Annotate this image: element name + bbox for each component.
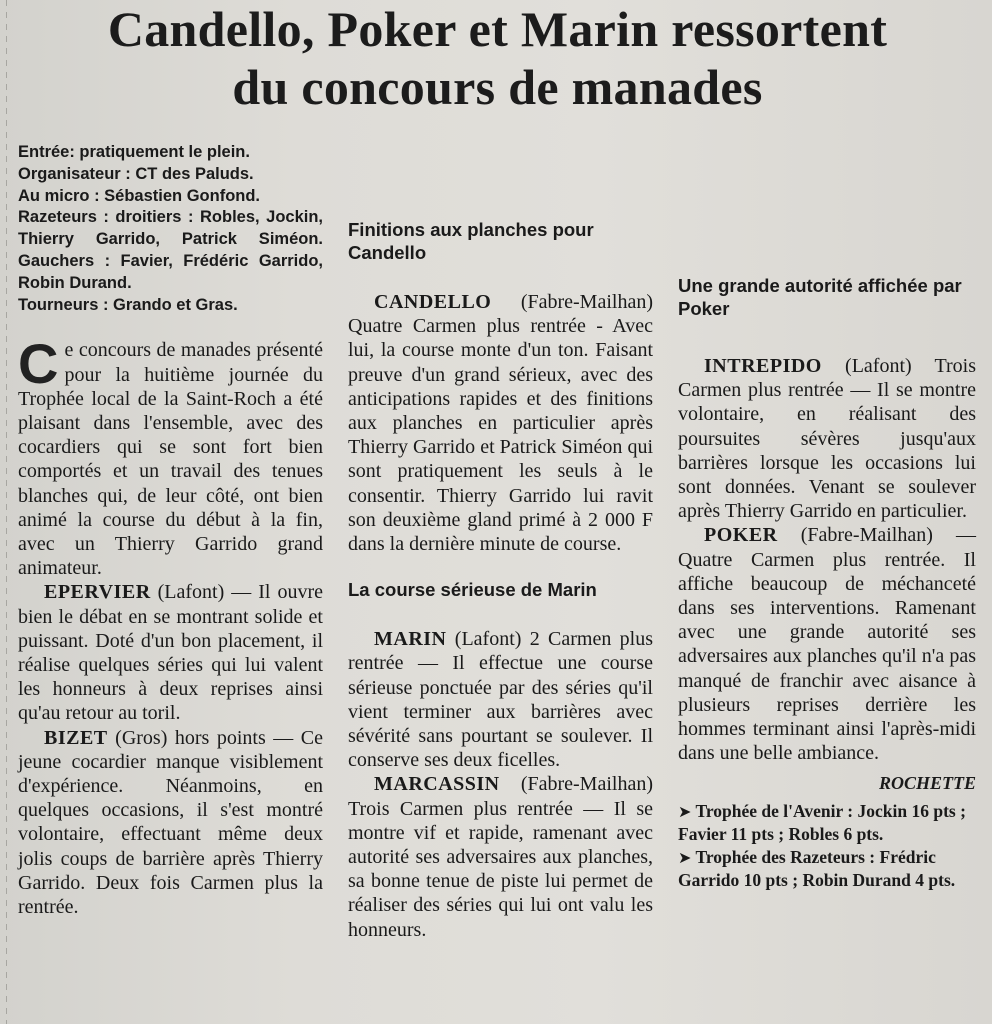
- drop-cap: C: [18, 332, 59, 396]
- lead-paragraph: [18, 332, 323, 580]
- entry-epervier: [18, 580, 323, 725]
- intro-box: [18, 142, 323, 316]
- trophy-razeteurs: [678, 846, 976, 892]
- subhead-candello: Finitions aux planches pour Candello: [348, 219, 594, 263]
- entry-candello: [348, 290, 653, 556]
- headline: [10, 0, 985, 116]
- arrow-icon: ➤: [678, 847, 692, 867]
- entry-intrepido: [678, 354, 976, 523]
- intro-organizer: Organisateur : CT des Paluds.: [18, 164, 254, 183]
- lead-text: e concours de manades présenté pour la huitième journée du Trophée local de la Saint-Roch a été plaisant dans l'ensemble, avec des cocardiers qui se sont fort bien comportés et un travail des tenues blanches qui, de leur côté, ont bien animé la course du début à la fin, avec un Thierry Garrido grand animateur.: [18, 339, 323, 580]
- entry-text: (Lafont) 2 Carmen plus rentrée — Il effectue une course sérieuse ponctuée par des séries qu'il vient terminer aux barrières avec sévérité sans pourtant se soulever. Il conserve ses deux ficelles.: [348, 628, 653, 772]
- entry-name: INTREPIDO: [704, 355, 822, 377]
- intro-announcer: Au micro : Sébastien Gonfond.: [18, 186, 261, 205]
- intro-entry: Entrée: pratiquement le plein.: [18, 143, 250, 161]
- entry-marin: [348, 627, 653, 772]
- trophy-avenir: [678, 800, 976, 846]
- page-fold: [6, 0, 7, 1024]
- intro-razeteurs: Razeteurs : droitiers : Robles, Jockin, Thierry Garrido, Patrick Siméon. Gauchers : Favier, Frédéric Garrido, Robin Durand.: [18, 208, 323, 292]
- headline-line-2: du concours de manades: [232, 59, 763, 115]
- author-signature: ROCHETTE: [878, 773, 976, 794]
- entry-text: (Fabre-Mailhan) — Quatre Carmen plus rentrée. Il affiche beaucoup de méchanceté dans ses interventions. Ramenant avec une grande autorité ses adversaires aux planches qu'il n'a pas manqué de franchir avec aisance à plusieurs reprises derrière les hommes terminant ainsi l'après-midi dans une belle ambiance.: [678, 524, 976, 765]
- entry-poker: [678, 523, 976, 765]
- column-3: [678, 250, 976, 892]
- headline-line-1: Candello, Poker et Marin ressortent: [107, 1, 888, 57]
- entry-name: CANDELLO: [374, 291, 492, 313]
- entry-name: BIZET: [44, 726, 108, 749]
- column-2-content: [348, 188, 653, 942]
- subhead-marin: La course sérieuse de Marin: [348, 579, 597, 601]
- entry-text: (Fabre-Mailhan) Quatre Carmen plus rentrée - Avec lui, la course monte d'un ton. Faisant preuve d'un grand sérieux, avec des anticipations rapides et des finitions aux planches en particulier après Thierry Garrido et Patrick Siméon qui sont pratiquement les seuls à le consentir. Thierry Garrido lui ravit son deuxième gland primé à 2 000 F dans la dernière minute de course.: [348, 291, 653, 556]
- intro-tourneurs: Tourneurs : Grando et Gras.: [18, 295, 238, 314]
- trophy-razeteurs-text: Trophée des Razeteurs : Frédric Garrido 10 pts ; Robin Durand 4 pts.: [678, 846, 956, 891]
- column-1: [18, 138, 323, 919]
- entry-bizet: [18, 726, 323, 920]
- entry-text: (Lafont) Trois Carmen plus rentrée — Il se montre volontaire, en réalisant des poursuites sévères jusqu'aux barrières lorsque les occasions lui sont données. Venant se soulever après Thierry Garrido en particulier.: [678, 355, 976, 523]
- subhead-poker: Une grande autorité affichée par Poker: [678, 275, 962, 319]
- entry-name: MARIN: [374, 628, 447, 651]
- entry-text: (Gros) hors points — Ce jeune cocardier manque visiblement d'expérience. Néanmoins, en quelques occasions, il s'est montré volontaire, effectuant même deux jolis coups de barrière après Thierry Garrido. Deux fois Carmen plus la rentrée.: [18, 726, 323, 919]
- trophy-avenir-text: Trophée de l'Avenir : Jockin 16 pts ; Favier 11 pts ; Robles 6 pts.: [678, 800, 966, 845]
- entry-name: EPERVIER: [44, 581, 151, 604]
- entry-text: (Fabre-Mailhan) Trois Carmen plus rentrée — Il se montre vif et rapide, ramenant avec autorité ses adversaires aux planches, sa bonne tenue de piste lui permet de réaliser des séries qui lui ont valu les honneurs.: [348, 773, 653, 941]
- entry-name: POKER: [704, 524, 778, 547]
- entry-name: MARCASSIN: [374, 773, 500, 796]
- arrow-icon: ➤: [678, 801, 692, 821]
- entry-marcassin: [348, 772, 653, 941]
- entry-text: (Lafont) — Il ouvre bien le débat en se montrant solide et puissant. Doté d'un bon placement, il réalise quelques séries qui lui valent les honneurs à deux reprises ainsi qu'au retour au toril.: [18, 581, 323, 725]
